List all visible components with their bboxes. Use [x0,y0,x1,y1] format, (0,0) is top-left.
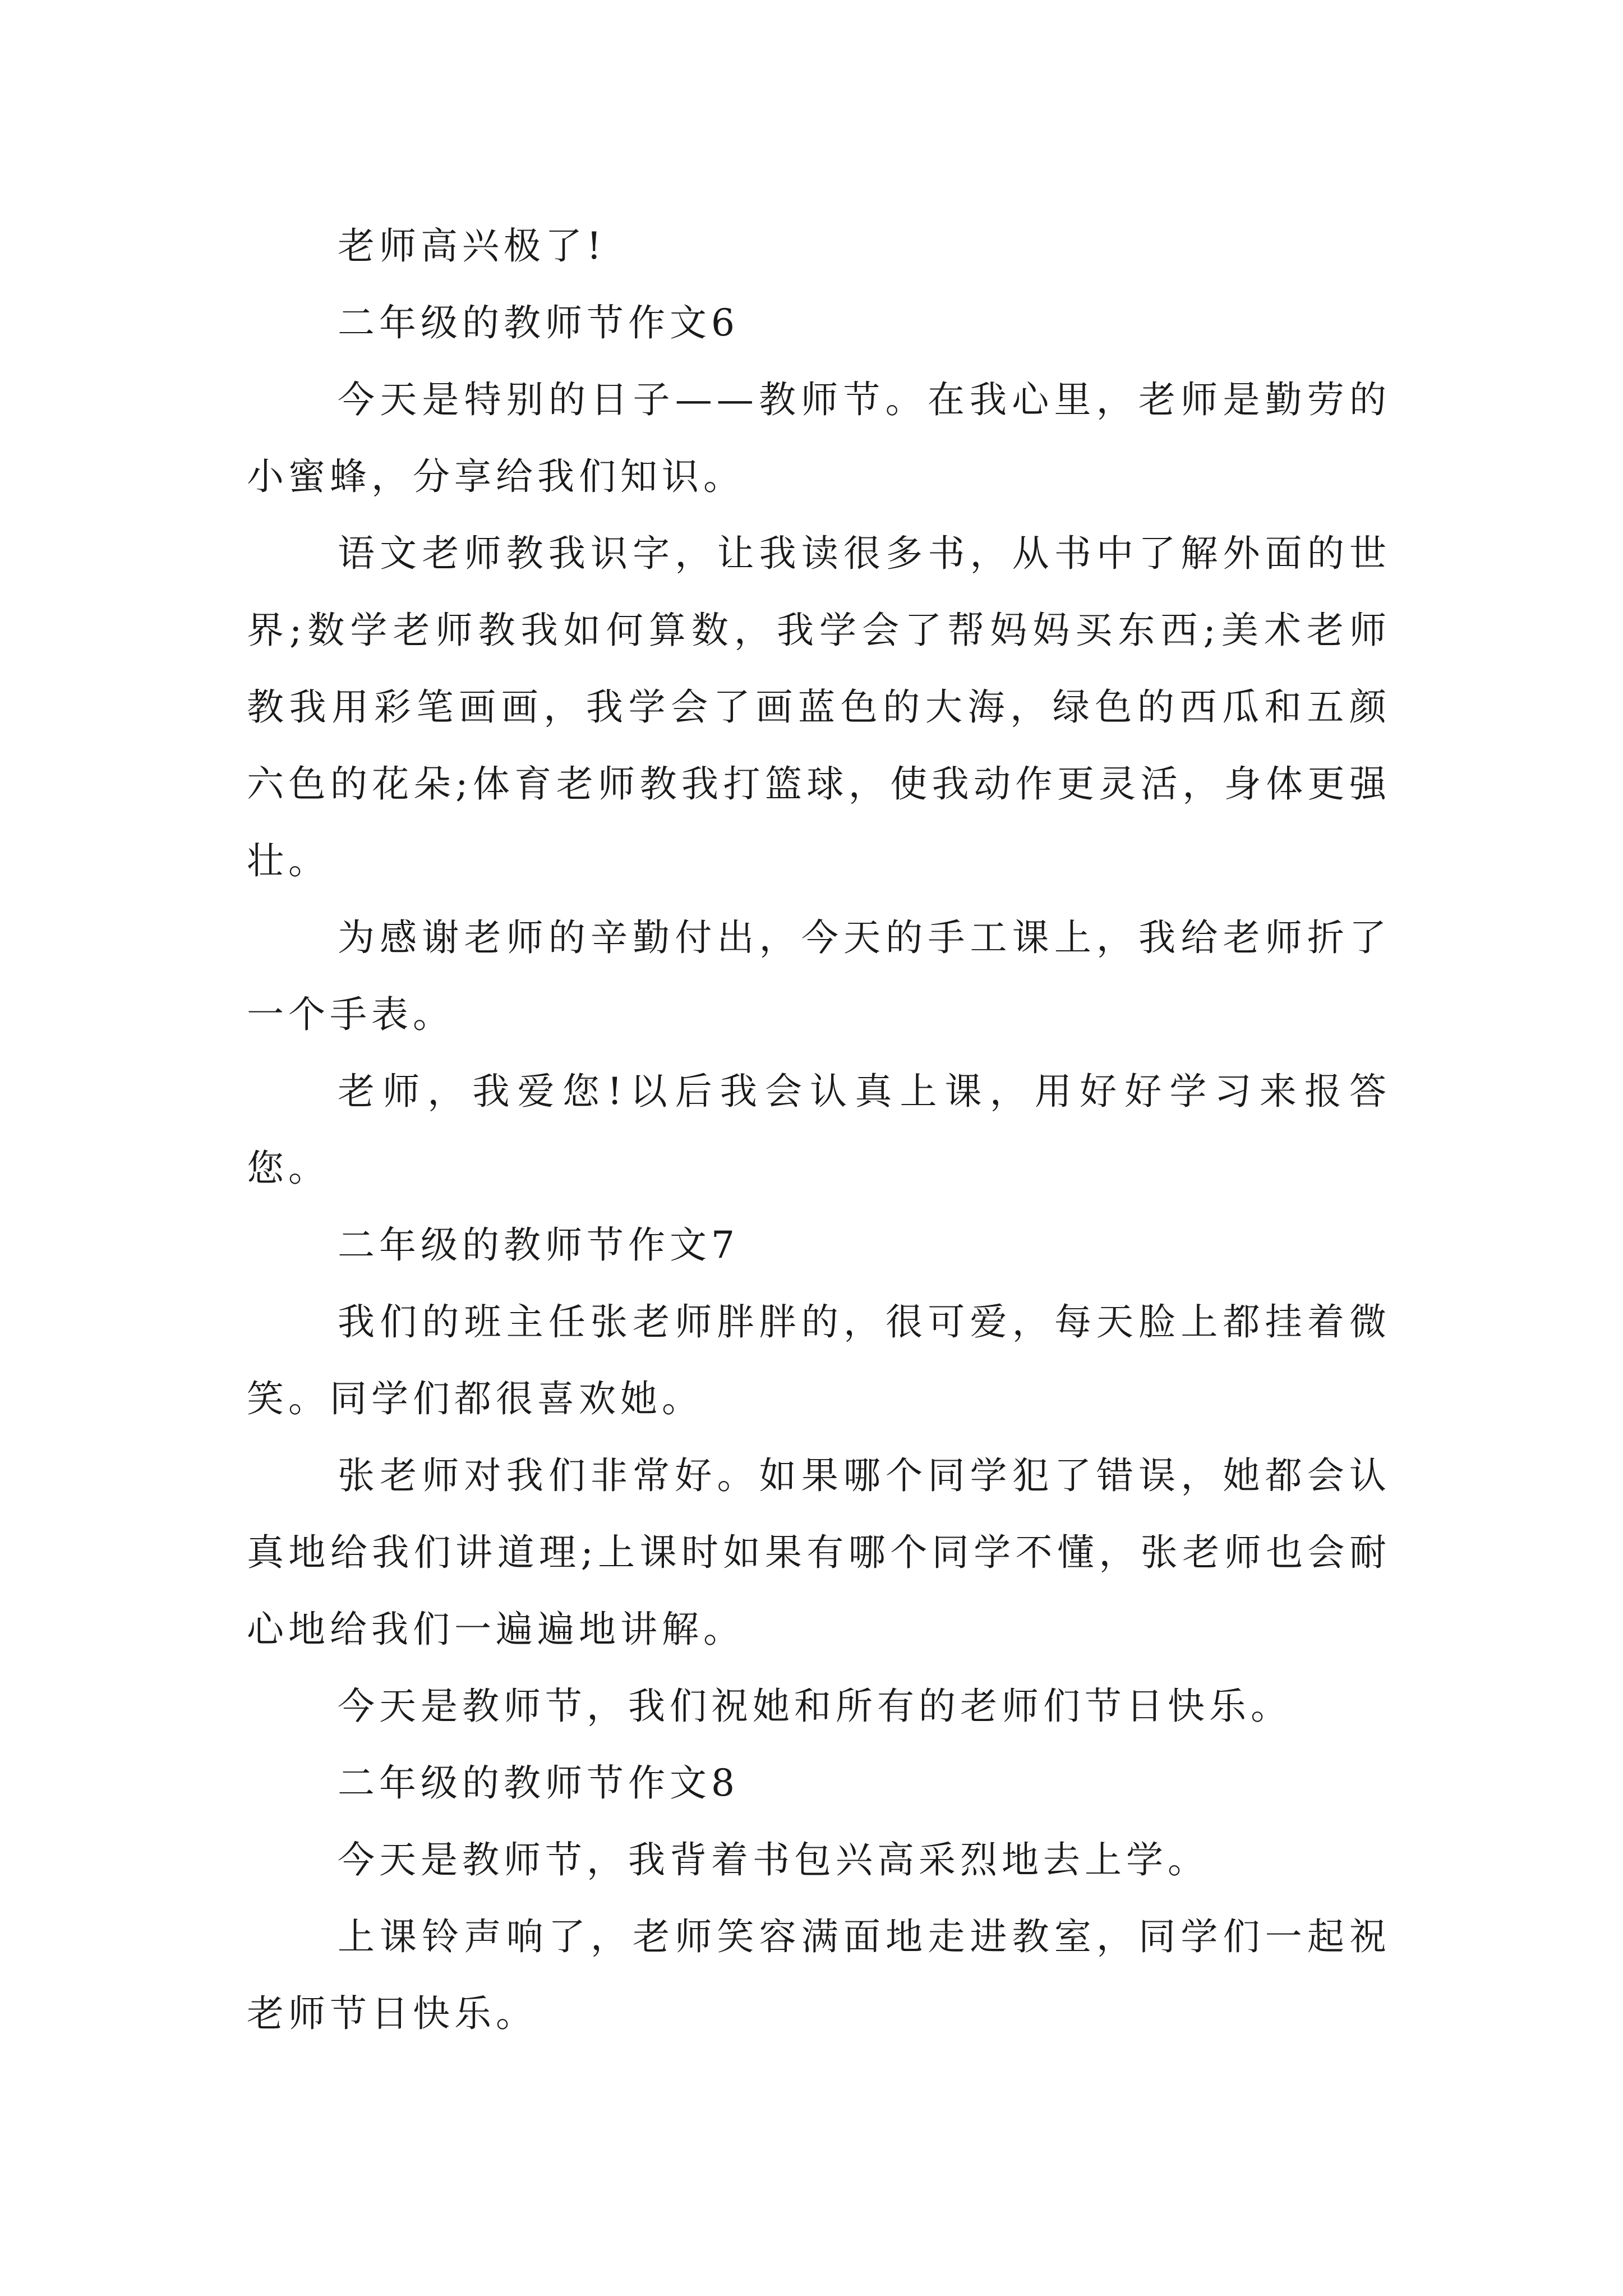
paragraph: 今天是教师节，我们祝她和所有的老师们节日快乐。 [338,1685,1292,1728]
essay-heading-6: 二年级的教师节作文6 [338,301,739,344]
paragraph: 今天是教师节，我背着书包兴高采烈地去上学。 [338,1838,1209,1881]
paragraph: 语文老师教我识字，让我读很多书，从书中了解外面的世界;数学老师教我如何算数，我学会了帮妈妈买东西;美术老师教我用彩笔画画，我学会了画蓝色的大海，绿色的西瓜和五颜六色的花朵;体育老师教我打篮球，使我动作更灵活，身体更强壮。 [247,532,1391,882]
paragraph: 今天是特别的日子——教师节。在我心里，老师是勤劳的小蜜蜂，分享给我们知识。 [247,378,1391,498]
essay-heading-8: 二年级的教师节作文8 [338,1761,739,1805]
paragraph: 为感谢老师的辛勤付出，今天的手工课上，我给老师折了一个手表。 [247,916,1391,1036]
paragraph: 上课铃声响了，老师笑容满面地走进教室，同学们一起祝老师节日快乐。 [247,1915,1391,2035]
paragraph: 张老师对我们非常好。如果哪个同学犯了错误，她都会认真地给我们讲道理;上课时如果有哪个同学不懂，张老师也会耐心地给我们一遍遍地讲解。 [247,1454,1391,1651]
paragraph-closing-line: 老师高兴极了! [338,224,606,268]
paragraph: 老师，我爱您!以后我会认真上课，用好好学习来报答您。 [247,1070,1391,1190]
paragraph: 我们的班主任张老师胖胖的，很可爱，每天脸上都挂着微笑。同学们都很喜欢她。 [247,1300,1391,1420]
document-page [247,208,1391,2052]
essay-heading-7: 二年级的教师节作文7 [338,1223,739,1267]
